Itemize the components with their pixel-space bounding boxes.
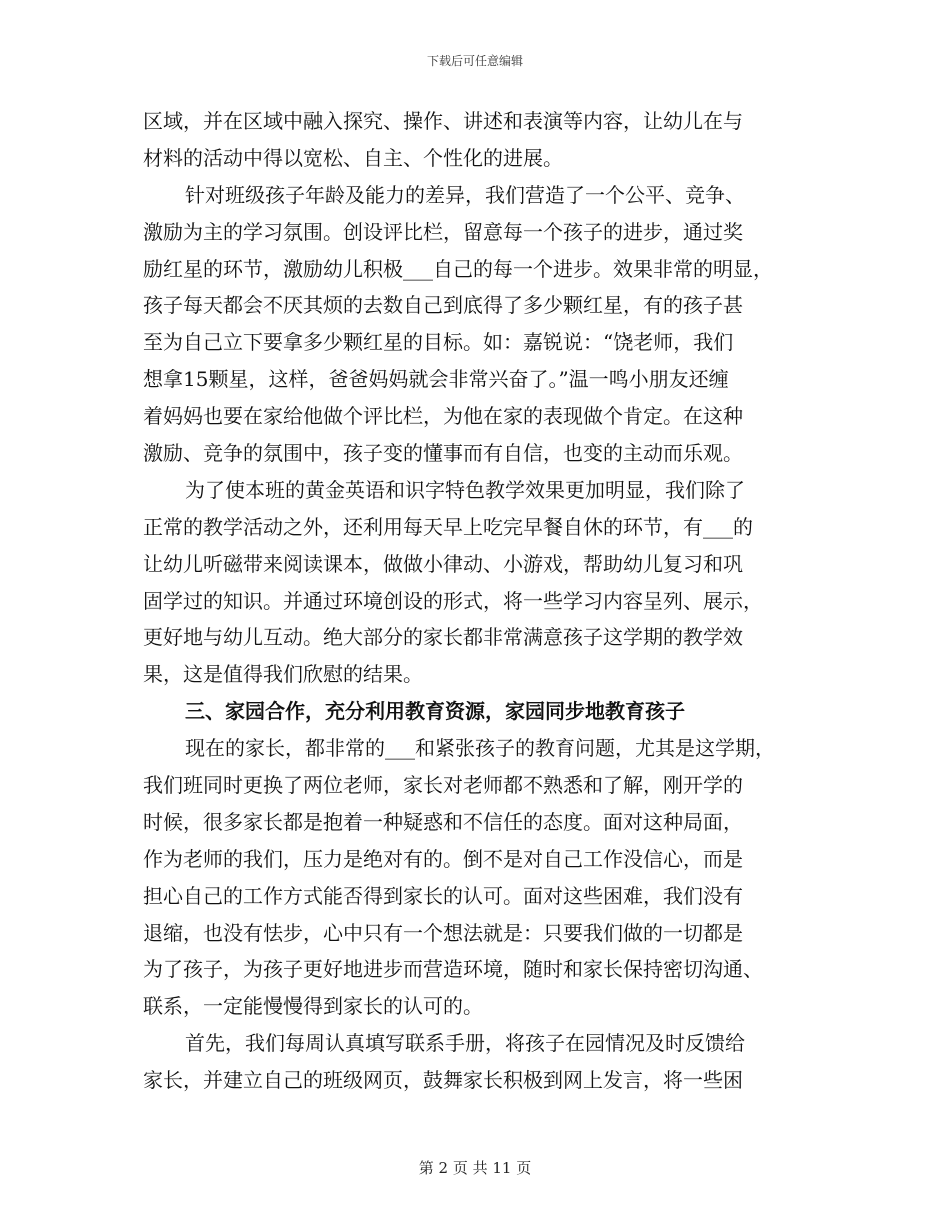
text-line: 至为自己立下要拿多少颗红星的目标。如：嘉锐说：“饶老师，我们: [143, 330, 734, 355]
text-line: 让幼儿听磁带来阅读课本，做做小律动、小游戏，帮助幼儿复习和巩: [143, 551, 743, 576]
text-line: 孩子每天都会不厌其烦的去数自己到底得了多少颗红星，有的孩子甚: [143, 293, 743, 318]
text-line: 针对班级孩子年龄及能力的差异，我们营造了一个公平、竞争、: [185, 182, 745, 207]
text-line: 材料的活动中得以宽松、自主、个性化的进展。: [143, 145, 563, 170]
text-line: 固学过的知识。并通过环境创设的形式，将一些学习内容呈列、展示，: [143, 588, 763, 613]
text-line: 我们班同时更换了两位老师，家长对老师都不熟悉和了解，刚开学的: [143, 773, 743, 798]
page-footer: 第 2 页 共 11 页: [418, 1159, 532, 1177]
text-line: 联系，一定能慢慢得到家长的认可的。: [143, 994, 483, 1019]
text-line: 时候，很多家长都是抱着一种疑惑和不信任的态度。面对这种局面，: [143, 809, 743, 834]
text-line: 区域，并在区域中融入探究、操作、讲述和表演等内容，让幼儿在与: [143, 109, 743, 133]
text-line: 家长，并建立自己的班级网页，鼓舞家长积极到网上发言，将一些困: [143, 1068, 743, 1093]
text-line: 果，这是值得我们欣慰的结果。: [143, 662, 423, 687]
text-line: 励红星的环节，激励幼儿积极___自己的每一个进步。效果非常的明显，: [143, 256, 773, 281]
section-heading: 三、家园合作，充分利用教育资源，家园同步地教育孩子: [185, 699, 685, 724]
page-header: 下载后可任意编辑: [426, 54, 523, 68]
text-line: 更好地与幼儿互动。绝大部分的家长都非常满意孩子这学期的教学效: [143, 625, 743, 650]
text-line: 为了孩子，为孩子更好地进步而营造环境，随时和家长保持密切沟通、: [143, 957, 763, 982]
text-line: 首先，我们每周认真填写联系手册，将孩子在园情况及时反馈给: [185, 1031, 745, 1056]
text-line: 为了使本班的黄金英语和识字特色教学效果更加明显，我们除了: [185, 477, 745, 502]
text-line: 正常的教学活动之外，还利用每天早上吃完早餐自休的环节，有___的: [143, 514, 753, 539]
text-line: 作为老师的我们，压力是绝对有的。倒不是对自己工作没信心，而是: [143, 846, 743, 871]
text-line: 现在的家长，都非常的___和紧张孩子的教育问题，尤其是这学期，: [185, 736, 775, 761]
text-line: 激励为主的学习氛围。创设评比栏，留意每一个孩子的进步，通过奖: [143, 219, 743, 244]
text-line: 想拿15颗星，这样，爸爸妈妈就会非常兴奋了。”温一鸣小朋友还缠: [143, 367, 729, 392]
text-line: 退缩，也没有怯步，心中只有一个想法就是：只要我们做的一切都是: [143, 920, 743, 945]
text-line: 激励、竞争的氛围中，孩子变的懂事而有自信，也变的主动而乐观。: [143, 441, 743, 466]
document-body: [143, 103, 823, 1099]
text-line: 担心自己的工作方式能否得到家长的认可。面对这些困难，我们没有: [143, 883, 743, 908]
text-line: 着妈妈也要在家给他做个评比栏，为他在家的表现做个肯定。在这种: [143, 404, 743, 429]
